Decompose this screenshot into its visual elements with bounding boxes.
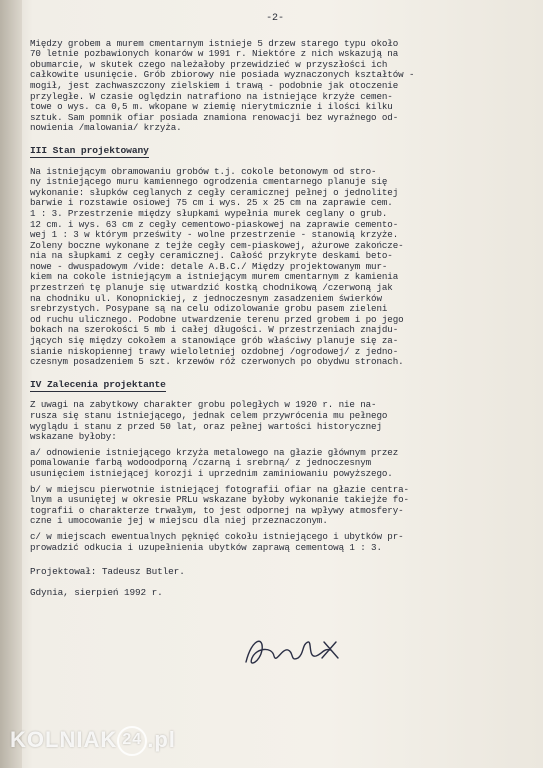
designer-line: Projektował: Tadeusz Butler. bbox=[30, 566, 185, 578]
page-binding-shadow bbox=[0, 0, 22, 768]
text-line: ny istniejącego muru kamiennego ogrodzenia cmentarnego planuje się bbox=[30, 177, 388, 188]
text-line: jących się między cokołem a stanowiące grób właściwy planuje się za- bbox=[30, 336, 399, 347]
place-date-line: Gdynia, sierpień 1992 r. bbox=[30, 586, 163, 598]
paragraph-recommendations-intro bbox=[30, 400, 520, 442]
text-line: lnym a usuniętej w okresie PRLu wskazane byłoby wykonanie takiejże fo- bbox=[30, 495, 409, 506]
recommendation-item-a bbox=[30, 448, 520, 480]
text-line: 1 : 3. Przestrzenie między słupkami wypełnia murek ceglany o grub. bbox=[30, 208, 388, 219]
text-line: mogił, jest zachwaszczony zielskiem i trawą - podobnie jak otoczenie bbox=[30, 80, 399, 91]
text-line: kiem na cokole istniejącym a istniejącym murem cmentarnym z kamienia bbox=[30, 272, 399, 283]
text-line: wskazane byłoby: bbox=[30, 432, 117, 443]
text-line: Zoleny boczne wykonane z tejże cegły cem-piaskowej, ażurowe zakończe- bbox=[30, 240, 404, 251]
text-line: rusza się stanu istniejącego, jednak celem przywrócenia mu pełnego bbox=[30, 411, 388, 421]
text-line: prowadzić odkucia i uzupełnienia ubytków zaprawą cementową 1 : 3. bbox=[30, 542, 382, 553]
text-line: obumarcie, w skutek czego należałoby przewidzieć w przyszłości ich bbox=[30, 59, 388, 70]
signature-block bbox=[30, 567, 520, 598]
text-line: pomalowanie farbą wodoodporną /czarną i srebrną/ z jednoczesnym bbox=[30, 458, 372, 469]
text-line: czne i umocowanie jej w miejscu dla niej przeznaczonym. bbox=[30, 516, 328, 527]
recommendation-item-b bbox=[30, 485, 520, 527]
text-line: b/ w miejscu pierwotnie istniejącej fotografii ofiar na głazie centra- bbox=[30, 484, 409, 495]
text-line: a/ odnowienie istniejącego krzyża metalowego na głazie głównym przez bbox=[30, 447, 399, 458]
document-content bbox=[30, 14, 520, 608]
text-line: nowienia /malowania/ krzyża. bbox=[30, 123, 182, 134]
text-line: Z uwagi na zabytkowy charakter grobu poległych w 1920 r. nie na- bbox=[30, 400, 377, 411]
page-number: -2- bbox=[266, 13, 284, 24]
text-line: sianie niskopiennej trawy wieloletniej ozdobnej /ogrodowej/ z jedno- bbox=[30, 346, 399, 357]
text-line: przestrzeń tę planuje się utwardzić kostką chodnikową /czerwoną jak bbox=[30, 283, 393, 294]
text-line: srebrzystych. Posypane są na celu odizolowanie grobu pasem zieleni bbox=[30, 304, 388, 315]
text-line: sztuk. Sam pomnik ofiar posiada znamiona renowacji bez wyraźnego od- bbox=[30, 112, 399, 123]
text-line: wej 1 : 3 w którym prześwity - wolne przestrzenie - stanowią krzyże. bbox=[30, 230, 399, 241]
text-line: barwie i rozstawie osiowej 75 cm i wys. 25 x 25 cm na zaprawie cem. bbox=[30, 198, 393, 209]
handwritten-signature bbox=[238, 628, 348, 674]
text-line: czesnym posadzeniem 5 szt. krzewów róż czerwonych po obydwu stronach. bbox=[30, 357, 404, 368]
text-line: nowe - dwuspadowym /vide: detale A.B.C./ Między projektowanym mur- bbox=[30, 261, 388, 272]
text-line: na chodniku ul. Konopnickiej, z jednoczesnym zasadzeniem świerków bbox=[30, 293, 382, 304]
text-line: Na istniejącym obramowaniu grobów t.j. cokole betonowym od stro- bbox=[30, 166, 377, 177]
text-line: całkowite usunięcie. Grób zbiorowy nie posiada wyznaczonych kształtów - bbox=[30, 70, 415, 81]
text-line: Między grobem a murem cmentarnym istnieje 5 drzew starego typu około bbox=[30, 38, 399, 49]
text-line: nia na słupkami z cegły ceramicznej. Całość przykryte deskami beto- bbox=[30, 251, 393, 262]
paragraph-projected-state bbox=[30, 167, 520, 368]
text-line: wykonanie: słupków ceglanych z cegły ceramicznej pełnej o jednolitej bbox=[30, 187, 399, 198]
text-line: 70 letnie pozbawionych konarów w 1991 r. Niektóre z nich wskazują na bbox=[30, 49, 399, 60]
paragraph-existing-state bbox=[30, 39, 520, 134]
text-line: przyległe. W czasie oględzin natrafiono na istniejące krzyże cemen- bbox=[30, 91, 393, 102]
site-watermark: KOLNIAK 24 .pl bbox=[10, 726, 176, 756]
section-heading-projected-state: III Stan projektowany bbox=[30, 144, 149, 156]
text-line: towe o wys. ca 0,5 m. wkopane w ziemię nierytmicznie i ilości kilku bbox=[30, 102, 393, 113]
text-line: c/ w miejscach ewentualnych pęknięć cokołu istniejącego i ubytków pr- bbox=[30, 531, 404, 542]
recommendation-item-c bbox=[30, 532, 520, 553]
text-line: usunięciem istniejącej korozji i uprzednim zaminiowaniu powyższego. bbox=[30, 468, 393, 479]
text-line: od ruchu ulicznego. Podobne utwardzenie terenu przed grobem i po jego bbox=[30, 314, 404, 325]
section-heading-recommendations: IV Zalecenia projektante bbox=[30, 378, 166, 390]
text-line: tografii o charakterze trwałym, to jest odpornej na wpływy atmosfery- bbox=[30, 505, 404, 516]
text-line: 12 cm. i wys. 63 cm z cegły cementowo-piaskowej na zaprawie cemento- bbox=[30, 219, 399, 230]
text-line: bokach na szerokości 5 mb i całej długości. W przestrzeniach znajdu- bbox=[30, 325, 399, 336]
text-line: wyglądu i stanu z przed 50 lat, oraz pełnej wartości historycznej bbox=[30, 421, 382, 432]
